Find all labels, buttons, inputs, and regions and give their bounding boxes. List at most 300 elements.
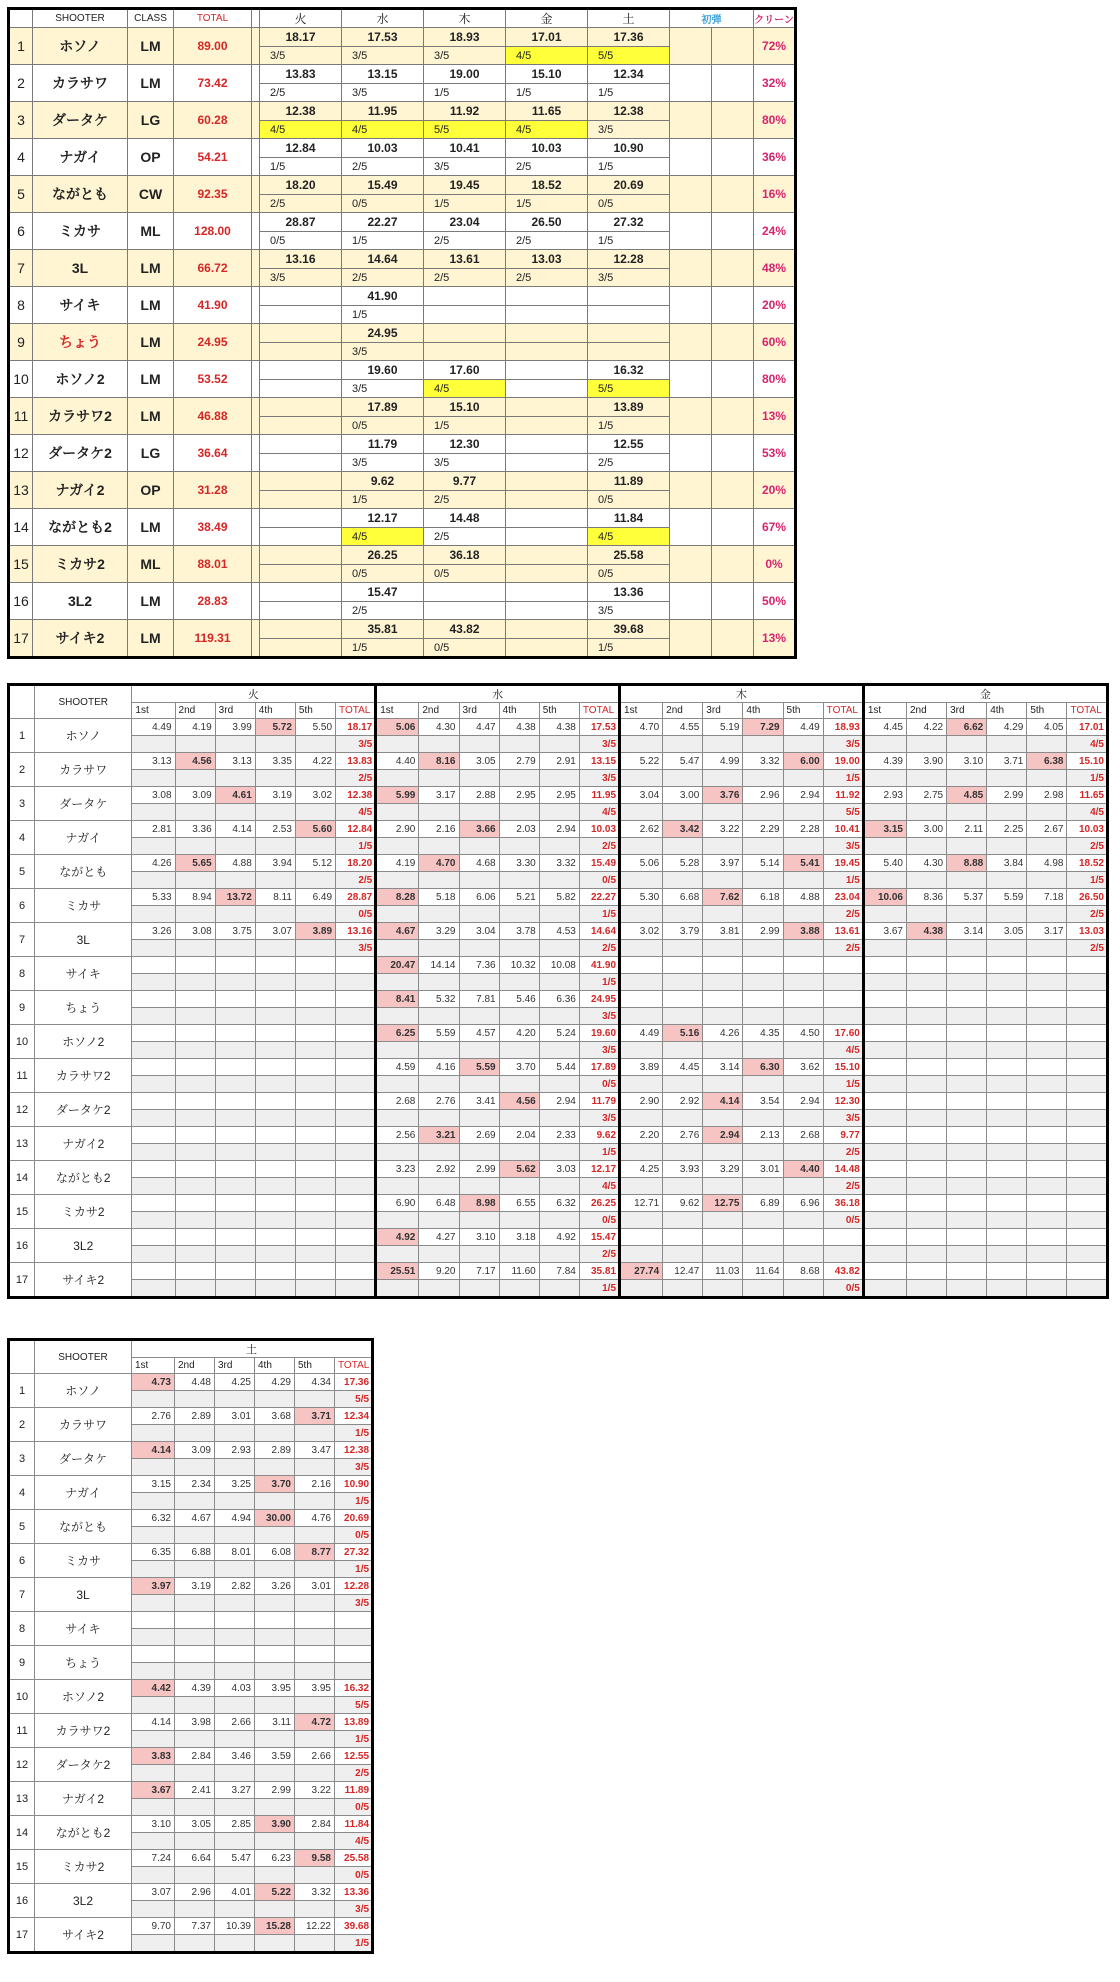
shot-time xyxy=(175,957,215,974)
day-clean-ratio xyxy=(424,343,506,361)
shot-time xyxy=(1027,1025,1067,1042)
first-shot-cell xyxy=(712,398,754,435)
shooter-name: カラサワ xyxy=(33,65,128,102)
shot-mark xyxy=(947,974,987,991)
header-day: 火 xyxy=(260,9,342,28)
shot-mark xyxy=(863,1076,906,1093)
shot-time: 4.88 xyxy=(215,855,255,872)
shot-mark xyxy=(947,838,987,855)
shooter-class: LG xyxy=(128,435,174,472)
shot-time: 3.00 xyxy=(663,787,703,804)
row-number: 7 xyxy=(9,250,33,287)
shot-time: 2.92 xyxy=(419,1161,459,1178)
shot-time: 2.68 xyxy=(376,1093,419,1110)
day-total: 12.84 xyxy=(336,821,376,838)
shot-mark xyxy=(376,1008,419,1025)
shot-time xyxy=(863,1195,906,1212)
row-number: 1 xyxy=(9,1374,35,1408)
summary-row xyxy=(9,620,796,639)
shot-mark xyxy=(1027,1212,1067,1229)
day-clean-ratio: 1/5 xyxy=(424,84,506,102)
shooter-name: ナガイ xyxy=(35,1476,132,1510)
shot-mark xyxy=(376,1246,419,1263)
shot-time xyxy=(987,957,1027,974)
shot-time xyxy=(215,1229,255,1246)
shot-time: 2.69 xyxy=(459,1127,499,1144)
shot-mark xyxy=(132,1901,175,1918)
shot-time: 3.32 xyxy=(743,753,783,770)
day-total: 9.62 xyxy=(579,1127,619,1144)
day-clean-ratio xyxy=(588,306,670,324)
day-total: 36.18 xyxy=(424,546,506,565)
day-total: 17.89 xyxy=(579,1059,619,1076)
shot-time: 5.19 xyxy=(703,719,743,736)
shot-time xyxy=(947,1127,987,1144)
shot-mark xyxy=(419,1246,459,1263)
day-clean-ratio xyxy=(1067,1280,1108,1298)
day-total: 17.60 xyxy=(424,361,506,380)
day-total: 41.90 xyxy=(342,287,424,306)
detail-row xyxy=(9,1782,373,1799)
shot-time: 6.00 xyxy=(783,753,823,770)
shot-time: 5.32 xyxy=(419,991,459,1008)
shot-mark xyxy=(743,838,783,855)
header-clean: クリーン xyxy=(754,9,796,28)
shot-time: 4.49 xyxy=(620,1025,663,1042)
shot-mark xyxy=(175,1527,215,1544)
shot-mark xyxy=(215,1110,255,1127)
day-clean-ratio xyxy=(335,1629,373,1646)
row-number: 9 xyxy=(9,324,33,361)
shooter-total: 92.35 xyxy=(174,176,252,213)
day-clean-ratio: 1/5 xyxy=(506,84,588,102)
day-total: 10.03 xyxy=(342,139,424,158)
day-clean-ratio: 2/5 xyxy=(579,1246,619,1263)
shot-mark xyxy=(620,974,663,991)
shot-mark xyxy=(703,1212,743,1229)
shot-time: 5.82 xyxy=(539,889,579,906)
shot-mark xyxy=(132,1008,175,1025)
shot-mark xyxy=(255,906,295,923)
shot-time xyxy=(215,1161,255,1178)
shot-mark xyxy=(215,1867,255,1884)
day-clean-ratio: 3/5 xyxy=(588,602,670,620)
day-clean-ratio xyxy=(506,491,588,509)
day-total xyxy=(506,472,588,491)
row-number: 16 xyxy=(9,583,33,620)
shot-mark xyxy=(459,1144,499,1161)
shot-mark xyxy=(215,1901,255,1918)
shot-time: 8.98 xyxy=(459,1195,499,1212)
day-clean-ratio: 1/5 xyxy=(579,974,619,991)
shot-time xyxy=(863,1127,906,1144)
shot-time: 3.22 xyxy=(703,821,743,838)
shot-mark xyxy=(132,1629,175,1646)
first-shot-cell xyxy=(670,139,712,176)
shot-time: 5.65 xyxy=(175,855,215,872)
shot-time: 3.18 xyxy=(499,1229,539,1246)
shot-mark xyxy=(255,1799,295,1816)
shot-time xyxy=(215,1195,255,1212)
shooter-name: ミカサ xyxy=(35,1544,132,1578)
shot-time: 2.99 xyxy=(459,1161,499,1178)
shot-time: 2.90 xyxy=(620,1093,663,1110)
day-clean-ratio: 0/5 xyxy=(424,639,506,658)
shot-mark xyxy=(295,1935,335,1953)
day-clean-ratio: 0/5 xyxy=(342,195,424,213)
shot-time xyxy=(703,957,743,974)
day-clean-ratio: 3/5 xyxy=(424,47,506,65)
shot-mark xyxy=(987,1144,1027,1161)
shot-mark xyxy=(663,1178,703,1195)
day-total xyxy=(506,620,588,639)
shooter-name: ミカサ2 xyxy=(35,1850,132,1884)
shot-time: 3.02 xyxy=(295,787,335,804)
day-clean-ratio: 1/5 xyxy=(342,491,424,509)
detail-row xyxy=(9,1025,1108,1042)
shot-time: 7.81 xyxy=(459,991,499,1008)
shot-mark xyxy=(215,770,255,787)
shot-time: 4.03 xyxy=(215,1680,255,1697)
shot-mark xyxy=(743,1212,783,1229)
shot-time xyxy=(863,991,906,1008)
shot-time: 2.94 xyxy=(539,1093,579,1110)
detail-row-sub xyxy=(9,1212,1108,1229)
shot-mark xyxy=(947,1076,987,1093)
shot-mark xyxy=(132,1178,175,1195)
day-clean-ratio xyxy=(260,602,342,620)
shot-mark xyxy=(255,1459,295,1476)
shot-mark xyxy=(987,1042,1027,1059)
day-total xyxy=(260,583,342,602)
header-no xyxy=(9,1340,35,1374)
shot-time: 2.62 xyxy=(620,821,663,838)
summary-row xyxy=(9,287,796,306)
day-total xyxy=(1067,1093,1108,1110)
shot-time: 5.59 xyxy=(987,889,1027,906)
shot-mark xyxy=(539,1246,579,1263)
shot-mark xyxy=(132,1867,175,1884)
day-clean-ratio xyxy=(336,974,376,991)
header-shot: TOTAL xyxy=(823,703,863,719)
first-shot-cell xyxy=(712,102,754,139)
shot-mark xyxy=(132,872,175,889)
shot-mark xyxy=(419,1042,459,1059)
detail-row xyxy=(9,991,1108,1008)
first-shot-cell xyxy=(670,546,712,583)
shot-mark xyxy=(255,1561,295,1578)
shot-mark xyxy=(906,736,946,753)
summary-row xyxy=(9,361,796,380)
day-total: 17.89 xyxy=(342,398,424,417)
day-clean-ratio: 0/5 xyxy=(579,1212,619,1229)
day-total: 12.55 xyxy=(335,1748,373,1765)
shooter-name: 3L2 xyxy=(35,1884,132,1918)
shot-time xyxy=(863,1161,906,1178)
shot-mark xyxy=(743,1144,783,1161)
shot-mark xyxy=(175,1212,215,1229)
header-day: 水 xyxy=(342,9,424,28)
shot-mark xyxy=(255,1391,295,1408)
day-total: 10.41 xyxy=(823,821,863,838)
shot-mark xyxy=(743,770,783,787)
shot-time: 11.03 xyxy=(703,1263,743,1280)
shooter-name: サイキ2 xyxy=(35,1263,132,1298)
shot-time: 3.95 xyxy=(295,1680,335,1697)
header-shot: 5th xyxy=(295,1358,335,1374)
day-total: 18.17 xyxy=(336,719,376,736)
shot-time: 4.22 xyxy=(906,719,946,736)
day-total: 13.03 xyxy=(506,250,588,269)
shot-time xyxy=(987,1093,1027,1110)
day-total: 28.87 xyxy=(260,213,342,232)
summary-row xyxy=(9,102,796,121)
day-clean-ratio: 3/5 xyxy=(342,84,424,102)
first-shot-cell xyxy=(670,620,712,658)
shot-time xyxy=(132,1127,175,1144)
shot-mark xyxy=(663,1008,703,1025)
row-number: 6 xyxy=(9,889,35,923)
day-total: 27.32 xyxy=(335,1544,373,1561)
shooter-name: サイキ xyxy=(35,957,132,991)
row-number: 16 xyxy=(9,1229,35,1263)
header-day: 土 xyxy=(588,9,670,28)
header-shot: 2nd xyxy=(419,703,459,719)
shot-mark xyxy=(947,1246,987,1263)
shot-mark xyxy=(175,974,215,991)
day-clean-ratio: 1/5 xyxy=(342,639,424,658)
shooter-class: LM xyxy=(128,324,174,361)
shot-mark xyxy=(132,1212,175,1229)
day-total: 13.61 xyxy=(424,250,506,269)
shot-mark xyxy=(132,1144,175,1161)
day-total: 12.28 xyxy=(335,1578,373,1595)
detail-row xyxy=(9,1816,373,1833)
shot-mark xyxy=(703,1246,743,1263)
shooter-name: サイキ2 xyxy=(35,1918,132,1953)
shot-time xyxy=(783,1229,823,1246)
day-total xyxy=(506,546,588,565)
gap-cell xyxy=(252,139,260,176)
first-shot-cell xyxy=(670,361,712,398)
row-number: 4 xyxy=(9,139,33,176)
shot-mark xyxy=(459,974,499,991)
shooter-name: サイキ xyxy=(33,287,128,324)
shot-mark xyxy=(175,1246,215,1263)
shot-mark xyxy=(175,1901,215,1918)
day-total: 12.84 xyxy=(260,139,342,158)
day-total: 10.90 xyxy=(588,139,670,158)
shot-mark xyxy=(215,1425,255,1442)
gap-cell xyxy=(252,472,260,509)
shot-time xyxy=(295,1093,335,1110)
shot-mark xyxy=(419,838,459,855)
shot-time xyxy=(295,1263,335,1280)
shot-time: 3.09 xyxy=(175,1442,215,1459)
day-total: 12.34 xyxy=(588,65,670,84)
shot-time xyxy=(132,1263,175,1280)
day-clean-ratio xyxy=(260,528,342,546)
clean-rate: 60% xyxy=(754,324,796,361)
day-clean-ratio: 3/5 xyxy=(823,1110,863,1127)
shot-time: 10.08 xyxy=(539,957,579,974)
shot-time xyxy=(295,1127,335,1144)
day-clean-ratio: 1/5 xyxy=(588,417,670,435)
shot-mark xyxy=(783,1212,823,1229)
shot-time: 3.21 xyxy=(419,1127,459,1144)
shot-time: 8.68 xyxy=(783,1263,823,1280)
shot-mark xyxy=(863,1178,906,1195)
detail-row xyxy=(9,1612,373,1629)
shot-mark xyxy=(539,872,579,889)
shot-mark xyxy=(215,1042,255,1059)
shot-mark xyxy=(132,1391,175,1408)
row-number: 13 xyxy=(9,1127,35,1161)
shot-mark xyxy=(783,1008,823,1025)
shot-time xyxy=(295,1612,335,1629)
shot-time xyxy=(132,1195,175,1212)
shot-mark xyxy=(906,940,946,957)
shot-mark xyxy=(1027,940,1067,957)
shot-mark xyxy=(906,1178,946,1195)
shot-mark xyxy=(255,974,295,991)
detail-row-sub xyxy=(9,1280,1108,1298)
shot-mark xyxy=(863,1280,906,1298)
day-total: 27.32 xyxy=(588,213,670,232)
shot-mark xyxy=(703,1110,743,1127)
shot-time: 5.22 xyxy=(255,1884,295,1901)
day-total: 18.17 xyxy=(260,28,342,47)
shot-time: 3.26 xyxy=(255,1578,295,1595)
shot-mark xyxy=(743,1280,783,1298)
day-clean-ratio: 2/5 xyxy=(823,940,863,957)
shooter-name: ダータケ xyxy=(35,787,132,821)
shot-mark xyxy=(499,1008,539,1025)
shot-time: 9.70 xyxy=(132,1918,175,1935)
shot-mark xyxy=(1027,1076,1067,1093)
shot-mark xyxy=(295,1178,335,1195)
gap-cell xyxy=(252,102,260,139)
shooter-name: カラサワ2 xyxy=(35,1059,132,1093)
shot-time: 4.25 xyxy=(215,1374,255,1391)
shot-mark xyxy=(215,1493,255,1510)
shot-time: 7.18 xyxy=(1027,889,1067,906)
day-clean-ratio: 3/5 xyxy=(342,380,424,398)
day-clean-ratio: 4/5 xyxy=(579,1178,619,1195)
day-clean-ratio: 3/5 xyxy=(260,269,342,287)
shot-mark xyxy=(132,1493,175,1510)
shot-mark xyxy=(132,1731,175,1748)
shot-mark xyxy=(1027,1042,1067,1059)
shooter-total: 31.28 xyxy=(174,472,252,509)
shot-mark xyxy=(215,1527,255,1544)
shot-time: 8.28 xyxy=(376,889,419,906)
row-number: 12 xyxy=(9,1093,35,1127)
shot-time: 4.68 xyxy=(459,855,499,872)
day-clean-ratio xyxy=(260,306,342,324)
shot-time: 2.99 xyxy=(255,1782,295,1799)
shot-mark xyxy=(295,1833,335,1850)
day-clean-ratio: 1/5 xyxy=(588,158,670,176)
shot-time: 3.67 xyxy=(863,923,906,940)
shooter-name: ながとも2 xyxy=(35,1816,132,1850)
shot-time xyxy=(783,991,823,1008)
shot-time: 2.16 xyxy=(419,821,459,838)
shot-time xyxy=(1027,1093,1067,1110)
shot-mark xyxy=(215,872,255,889)
shot-mark xyxy=(703,1178,743,1195)
header-shot: 4th xyxy=(255,1358,295,1374)
shot-mark xyxy=(947,770,987,787)
shot-mark xyxy=(295,1110,335,1127)
shooter-total: 89.00 xyxy=(174,28,252,65)
shot-time: 6.23 xyxy=(255,1850,295,1867)
shot-time xyxy=(255,1093,295,1110)
header-shooter: SHOOTER xyxy=(35,685,132,719)
gap-cell xyxy=(252,620,260,658)
shot-mark xyxy=(663,1246,703,1263)
shot-time: 2.33 xyxy=(539,1127,579,1144)
day-total xyxy=(336,957,376,974)
day-clean-ratio: 0/5 xyxy=(336,906,376,923)
shot-mark xyxy=(215,1629,255,1646)
shot-mark xyxy=(376,804,419,821)
day-clean-ratio xyxy=(424,602,506,620)
detail-row xyxy=(9,1161,1108,1178)
shot-mark xyxy=(906,906,946,923)
shot-time: 5.28 xyxy=(663,855,703,872)
day-clean-ratio: 2/5 xyxy=(336,770,376,787)
day-clean-ratio: 4/5 xyxy=(823,1042,863,1059)
shot-time: 8.16 xyxy=(419,753,459,770)
detail-table-saturday xyxy=(7,1338,374,1954)
row-number: 6 xyxy=(9,213,33,250)
shooter-name: ホソノ xyxy=(35,719,132,753)
day-total: 20.69 xyxy=(588,176,670,195)
shot-time: 3.19 xyxy=(255,787,295,804)
day-total xyxy=(1067,1127,1108,1144)
shot-time xyxy=(1027,1263,1067,1280)
shot-time: 9.20 xyxy=(419,1263,459,1280)
detail-row-sub xyxy=(9,1246,1108,1263)
shot-time: 3.97 xyxy=(132,1578,175,1595)
shot-time: 5.59 xyxy=(419,1025,459,1042)
shot-mark xyxy=(620,736,663,753)
shot-mark xyxy=(215,1833,255,1850)
shot-mark xyxy=(132,940,175,957)
shot-mark xyxy=(459,940,499,957)
day-clean-ratio: 2/5 xyxy=(424,491,506,509)
shot-time: 4.40 xyxy=(783,1161,823,1178)
shot-time: 3.00 xyxy=(906,821,946,838)
row-number: 2 xyxy=(9,65,33,102)
day-total: 36.18 xyxy=(823,1195,863,1212)
day-total: 18.93 xyxy=(424,28,506,47)
day-total xyxy=(1067,1059,1108,1076)
shot-mark xyxy=(255,1076,295,1093)
shot-mark xyxy=(620,940,663,957)
detail-row-sub xyxy=(9,1144,1108,1161)
day-total xyxy=(260,361,342,380)
first-shot-cell xyxy=(712,472,754,509)
shot-time: 4.38 xyxy=(539,719,579,736)
day-clean-ratio: 1/5 xyxy=(342,232,424,250)
day-clean-ratio xyxy=(823,974,863,991)
day-clean-ratio: 4/5 xyxy=(342,121,424,139)
shot-time: 4.70 xyxy=(620,719,663,736)
shot-mark xyxy=(215,838,255,855)
shot-mark xyxy=(499,974,539,991)
